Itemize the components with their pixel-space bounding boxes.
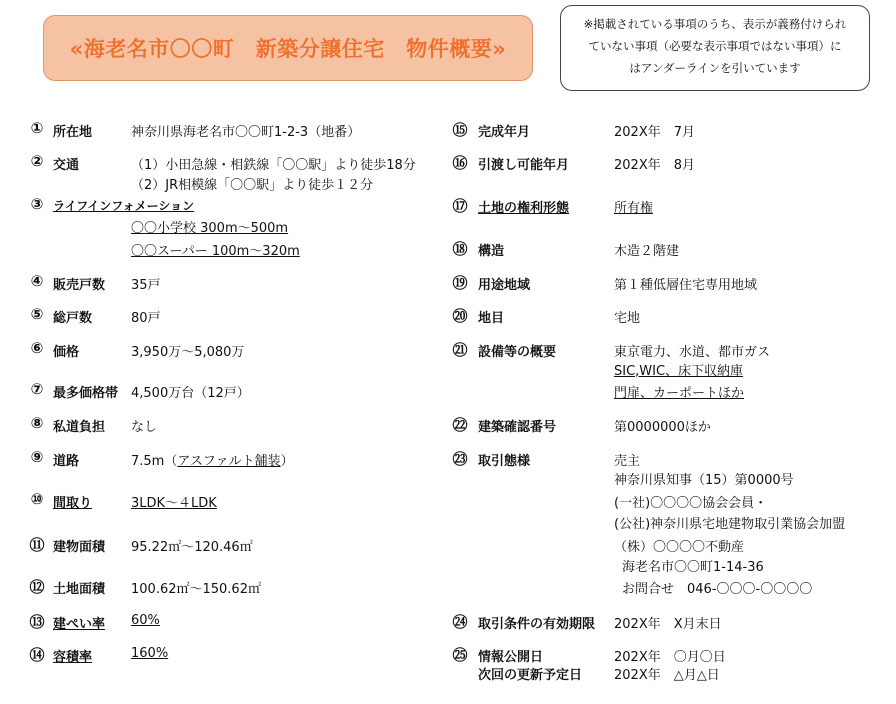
item-value-next-update: 202X年 △月△日 <box>614 668 720 683</box>
item-label-road: 道路 <box>53 454 80 469</box>
item-value-location: 神奈川県海老名市〇〇町1-2-3（地番） <box>131 125 361 140</box>
item-number: ⑮ <box>452 121 468 139</box>
item-number: ① <box>30 119 44 137</box>
item-label-facilities: 設備等の概要 <box>478 345 557 360</box>
item-number: ⑰ <box>452 197 468 215</box>
item-label-private-road: 私道負担 <box>53 420 106 435</box>
item-label-transaction-type: 取引態様 <box>478 454 531 469</box>
item-value-transaction-type: (一社)〇〇〇〇協会会員・ <box>614 496 768 511</box>
item-value-completion: 202X年 7月 <box>614 125 695 140</box>
item-value-transaction-type: 海老名市〇〇町1-14-36 <box>622 560 764 575</box>
item-number: ④ <box>30 272 44 290</box>
item-value-validity: 202X年 X月末日 <box>614 617 722 632</box>
item-number: ⑪ <box>29 536 45 554</box>
item-number: ⑧ <box>30 414 44 432</box>
item-label-land-area: 土地面積 <box>53 582 106 597</box>
road-surface: アスファルト舗装 <box>177 454 281 469</box>
note-line: はアンダーラインを引いています <box>629 61 801 75</box>
item-number: ⑭ <box>29 646 45 664</box>
item-value-land-category: 宅地 <box>614 311 641 326</box>
item-number: ㉔ <box>452 613 468 631</box>
note-line: ていない事項（必要な表示事項ではない事項）に <box>588 39 842 53</box>
item-label-floor-area-ratio: 容積率 <box>53 650 93 665</box>
item-label-structure: 構造 <box>478 244 505 259</box>
item-label-price-range: 最多価格帯 <box>53 386 119 401</box>
item-label-handover: 引渡し可能年月 <box>478 158 570 173</box>
item-number: ⑬ <box>29 613 45 631</box>
item-label-total-units: 総戸数 <box>53 311 93 326</box>
item-number: ㉒ <box>452 416 468 434</box>
item-number: ㉕ <box>452 646 468 664</box>
item-number: ⑤ <box>30 305 44 323</box>
item-label-price: 価格 <box>53 345 80 360</box>
road-close: ） <box>280 454 294 469</box>
item-number: ⑯ <box>452 154 468 172</box>
item-number: ② <box>30 152 44 170</box>
item-label-completion: 完成年月 <box>478 125 531 140</box>
item-label-layout: 間取り <box>53 496 93 511</box>
item-label-land-category: 地目 <box>478 311 505 326</box>
item-number: ⑦ <box>30 380 44 398</box>
item-label-building-confirmation: 建築確認番号 <box>478 420 557 435</box>
page-title: «海老名市〇〇町 新築分譲住宅 物件概要» <box>43 15 533 81</box>
item-value-building-confirmation: 第0000000ほか <box>614 420 711 435</box>
road-width: 7.5m（ <box>131 454 178 469</box>
item-value-publish-date: 202X年 〇月〇日 <box>614 650 726 665</box>
item-label-publish-date: 情報公開日 <box>478 650 544 665</box>
item-number: ⑱ <box>452 240 468 258</box>
item-label-building-area: 建物面積 <box>53 540 106 555</box>
item-value-coverage-ratio: 60% <box>131 613 160 628</box>
item-value-total-units: 80戸 <box>131 311 161 326</box>
item-value-life-info: 〇〇スーパー 100m～320m <box>131 244 300 259</box>
item-number: ⑲ <box>452 274 468 292</box>
item-label-units-for-sale: 販売戸数 <box>53 278 106 293</box>
item-value-layout: 3LDK～４LDK <box>131 496 217 511</box>
item-label-location: 所在地 <box>53 125 93 140</box>
item-value-land-rights: 所有権 <box>614 201 654 216</box>
item-label-life-info: ライフインフォメーション <box>53 199 195 213</box>
item-value-life-info: 〇〇小学校 300m～500m <box>131 221 289 236</box>
item-value-transaction-type: (公社)神奈川県宅地建物取引業協会加盟 <box>614 517 846 532</box>
item-number: ㉑ <box>452 341 468 359</box>
item-value-private-road: なし <box>131 420 158 435</box>
item-label-coverage-ratio: 建ぺい率 <box>53 617 106 632</box>
item-label-zoning: 用途地域 <box>478 278 531 293</box>
item-number: ⑫ <box>29 578 45 596</box>
item-value-land-area: 100.62㎡～150.62㎡ <box>131 582 261 597</box>
item-value-facilities: SIC,WIC、床下収納庫 <box>614 364 744 379</box>
item-label-land-rights: 土地の権利形態 <box>478 201 570 216</box>
item-number: ⑥ <box>30 339 44 357</box>
item-label-next-update: 次回の更新予定日 <box>478 668 583 683</box>
item-label-transport: 交通 <box>53 158 80 173</box>
item-number: ⑨ <box>30 448 44 466</box>
item-value-units-for-sale: 35戸 <box>131 278 161 293</box>
item-number: ⑩ <box>30 490 44 508</box>
item-number: ㉓ <box>452 450 468 468</box>
item-value-transaction-type: （株）〇〇〇〇不動産 <box>614 540 745 555</box>
item-value-road <box>131 450 294 469</box>
item-value-building-area: 95.22㎡～120.46㎡ <box>131 540 253 555</box>
item-label-validity: 取引条件の有効期限 <box>478 617 596 632</box>
item-number: ③ <box>30 195 44 213</box>
item-value-transaction-type: お問合せ 046-〇〇〇-〇〇〇〇 <box>622 582 813 597</box>
item-number: ⑳ <box>452 307 468 325</box>
item-value-price: 3,950万～5,080万 <box>131 345 245 360</box>
note-line: ※掲載されている事項のうち、表示が義務付けられ <box>583 17 847 31</box>
item-value-facilities: 東京電力、水道、都市ガス <box>614 345 771 360</box>
item-value-handover: 202X年 8月 <box>614 158 695 173</box>
item-value-transaction-type: 神奈川県知事（15）第0000号 <box>614 473 794 488</box>
item-value-zoning: 第１種低層住宅専用地域 <box>614 278 758 293</box>
item-value-price-range: 4,500万台（12戸） <box>131 386 250 401</box>
item-value-facilities: 門扉、カーポートほか <box>614 386 745 401</box>
item-value-transport: （1）小田急線・相鉄線「〇〇駅」より徒歩18分 <box>131 158 416 173</box>
item-value-structure: 木造２階建 <box>614 244 680 259</box>
item-value-floor-area-ratio: 160% <box>131 646 169 661</box>
item-value-transaction-type: 売主 <box>614 454 641 469</box>
underline-note <box>560 5 870 91</box>
item-value-transport: （2）JR相模線「〇〇駅」より徒歩１２分 <box>131 178 374 193</box>
